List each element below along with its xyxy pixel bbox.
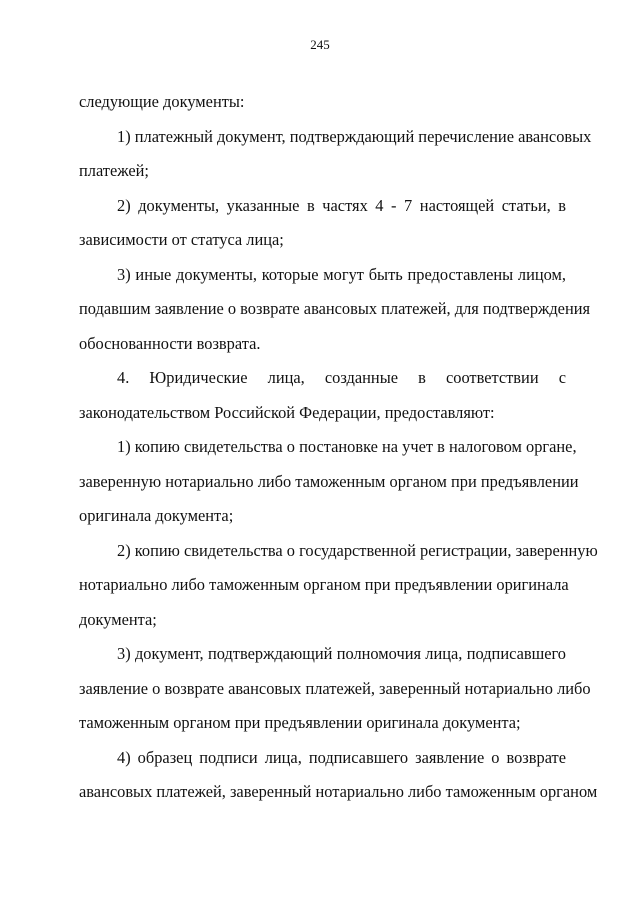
text-line: платежей;	[79, 161, 149, 180]
text-line: зависимости от статуса лица;	[79, 230, 284, 249]
text-line: 1) копию свидетельства о постановке на учет в налоговом органе,	[117, 437, 577, 456]
text-line: следующие документы:	[79, 92, 245, 111]
text-line: оригинала документа;	[79, 506, 234, 525]
text-line: законодательством Российской Федерации, предоставляют:	[79, 402, 495, 422]
text-line: таможенным органом при предъявлении оригинала документа;	[79, 713, 521, 732]
text-line: 4) образец подписи лица, подписавшего заявление о возврате	[117, 747, 566, 767]
text-line: 2) документы, указанные в частях 4 - 7 настоящей статьи, в	[117, 195, 566, 215]
text-line: заверенную нотариально либо таможенным органом при предъявлении	[79, 471, 579, 491]
text-line: 3) иные документы, которые могут быть предоставлены лицом,	[117, 264, 566, 284]
page-number: 245	[310, 37, 330, 52]
text-line: подавшим заявление о возврате авансовых платежей, для подтверждения	[79, 299, 591, 318]
text-line: 3) документ, подтверждающий полномочия лица, подписавшего	[117, 644, 566, 663]
text-line: нотариально либо таможенным органом при предъявлении оригинала	[79, 575, 569, 594]
text-line: 1) платежный документ, подтверждающий перечисление авансовых	[117, 126, 592, 146]
text-line: 4. Юридические лица, созданные в соответствии с	[117, 368, 566, 387]
text-line: заявление о возврате авансовых платежей, заверенный нотариально либо	[79, 678, 591, 698]
body-text	[79, 85, 598, 810]
text-line: авансовых платежей, заверенный нотариально либо таможенным органом	[79, 782, 598, 801]
text-line: документа;	[79, 609, 157, 629]
text-line: обоснованности возврата.	[79, 333, 261, 353]
text-line: 2) копию свидетельства о государственной регистрации, заверенную	[117, 540, 598, 560]
